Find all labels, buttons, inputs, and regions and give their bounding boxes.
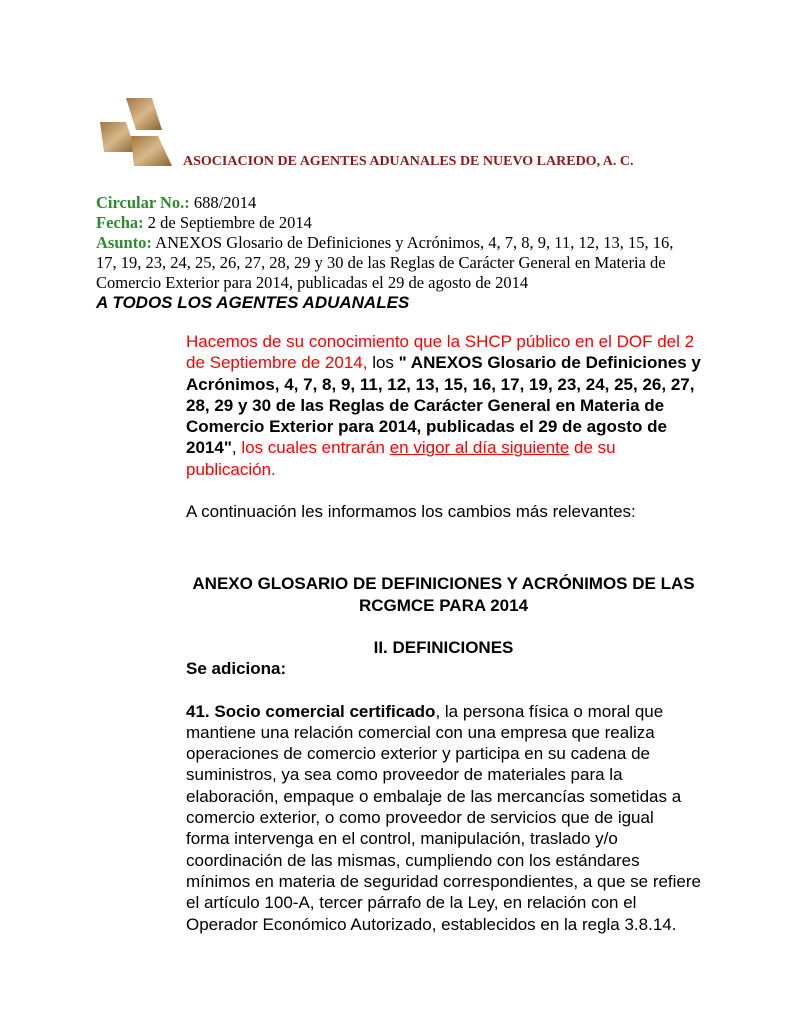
intro-paragraph-2: A continuación les informamos los cambios más relevantes:	[186, 502, 636, 522]
intro-bold-title: " ANEXOS Glosario de Definiciones y Acrónimos, 4, 7, 8, 9, 11, 12, 13, 15, 16, 17, 19, 23, 24, 25, 26, 27, 28, 29 y 30 de las Reglas de Carácter General en Materia de Comercio Exterior para 2014, publicadas el 29 de agosto de 2014"	[186, 353, 701, 458]
aaa-logo-icon	[96, 96, 180, 166]
asunto-label: Asunto:	[96, 233, 152, 252]
asunto-value: ANEXOS Glosario de Definiciones y Acrónimos, 4, 7, 8, 9, 11, 12, 13, 15, 16, 17, 19, 23, 24, 25, 26, 27, 28, 29 y 30 de las Reglas de Carácter General en Materia de Comercio Exterior para 2014, publicadas el 29 de agosto de 2014	[96, 233, 674, 292]
fecha-label: Fecha:	[96, 213, 144, 232]
organization-name: ASOCIACION DE AGENTES ADUANALES DE NUEVO LAREDO, A. C.	[183, 154, 634, 169]
intro-paragraph	[186, 331, 701, 480]
circular-value: 688/2014	[189, 193, 257, 212]
fecha-value: 2 de Septiembre de 2014	[143, 213, 312, 232]
intro-red-text-2: los cuales entrarán	[236, 438, 390, 458]
circular-body	[186, 331, 701, 935]
audience-heading: A TODOS LOS AGENTES ADUANALES	[96, 293, 410, 312]
definition-text: , la persona física o moral que mantiene una relación comercial con una empresa que realiza operaciones de comercio exterior y participa en su cadena de suministros, ya sea como proveedor de materiales para la elaboración, empaque o embalaje de las mercancías sometidas a comercio exterior, o como proveedor de servicios que de igual forma intervenga en el control, manipulación, traslado y/o coordinación de las mismas, cumpliendo con los estándares mínimos en materia de seguridad correspondientes, a que se refiere el artículo 100-A, tercer párrafo de la Ley, en relación con el Operador Económico Autorizado, establecidos en la regla 3.8.14.	[186, 701, 702, 934]
intro-comma: ,	[231, 438, 237, 458]
section-subtitle: II. DEFINICIONES	[373, 637, 514, 657]
section-title: ANEXO GLOSARIO DE DEFINICIONES Y ACRÓNIMOS DE LAS RCGMCE PARA 2014	[192, 574, 695, 615]
se-adiciona-label: Se adiciona:	[186, 659, 287, 679]
circular-label: Circular No.:	[96, 193, 190, 212]
definition-term: 41. Socio comercial certificado	[186, 701, 436, 721]
intro-red-text-3: de su publicación.	[186, 438, 616, 479]
intro-underlined-text: en vigor al día siguiente	[389, 438, 570, 458]
intro-los: los	[367, 353, 399, 373]
intro-red-text: Hacemos de su conocimiento que la SHCP público en el DOF del 2 de Septiembre de 2014,	[186, 332, 695, 373]
circular-metadata	[96, 193, 696, 313]
definition-item	[186, 701, 701, 935]
